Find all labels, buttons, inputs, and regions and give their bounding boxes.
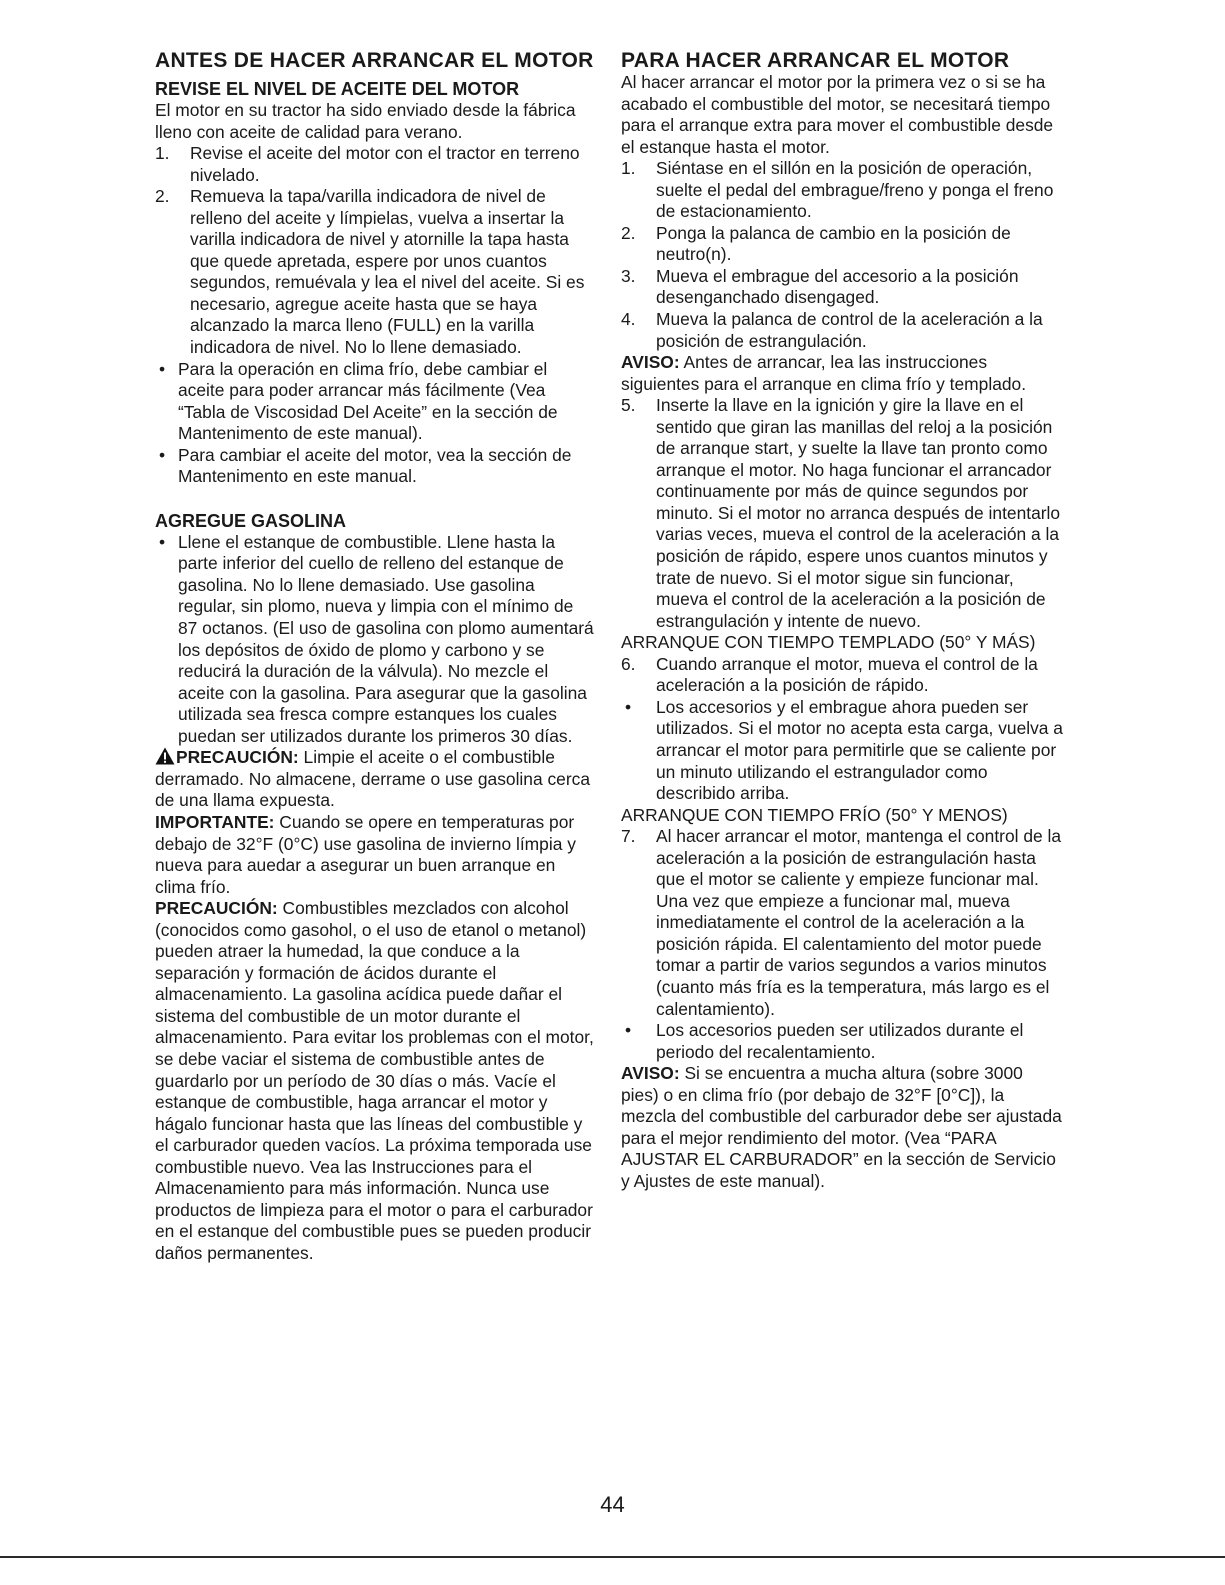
right-column [621,50,1063,1192]
notice-altitude: AVISO: Si se encuentra a mucha altura (sobre 3000 pies) o en clima frío (por debajo de 32°F [0°C]), la mezcla del combustible del carburador debe ser ajustada para el mejor rendimiento del motor. (Vea “PARA AJUSTAR EL CARBURADOR” en la sección de Servicio y Ajustes de este manual). [621,1063,1062,1191]
list-item: 6. Cuando arranque el motor, mueva el control de la aceleración a la posición de rápido. [621,653,1038,696]
oil-bullets [155,359,595,488]
list-item: • Los accesorios y el embrague ahora pueden ser utilizados. Si el motor no acepta esta carga, vuelva a arrancar el motor para permitirle que se caliente por un minuto utilizando el estrangulador como describido arriba. [625,696,1063,804]
list-item: 2. Remueva la tapa/varilla indicadora de nivel de relleno del aceite y límpielas, vuelva a insertar la varilla indicadora de nivel y atornille la tapa hasta que quede apretada, espere por unos cuantos segundos, remuévala y lea el nivel del aceite. Si es necesario, agregue aceite hasta que se haya alcanzado la marca lleno (FULL) en la varilla indicadora de nivel. No lo llene demasiado. [155,186,585,358]
list-item: 5. Inserte la llave en la ignición y gire la llave en el sentido que giran las manillas del reloj a la posición de arranque start, y suelte la llave tan pronto como arranque el motor. No haga funcionar el arrancador continuamente por más de quince segundos por minuto. Si el motor no arranca después de intentarlo varias veces, mueva el control de la aceleración a la posición de rápido, espere unos cuantos minutos y trate de nuevo. Si el motor sigue sin funcionar, mueva el control de la aceleración a la posición de estrangulación y intente de nuevo. [621,395,1061,631]
heading-check-oil: REVISE EL NIVEL DE ACEITE DEL MOTOR [155,79,520,99]
warm-steps [621,654,1063,805]
list-item: • Llene el estanque de combustible. Llene hasta la parte inferior del cuello de relleno del estanque de gasolina. No lo llene demasiado. Use gasolina regular, sin plomo, nueva y limpia con el mínimo de 87 octanos. (El uso de gasolina con plomo aumentará los depósitos de óxido de plomo y carbono y se reducirá la duración de la válvula). No mezcle el aceite con la gasolina. Para asegurar que la gasolina utilizada sea fresca compre estanques los cuales puedan ser utilizados durante los primeros 30 días. [159,531,594,746]
list-item: • Para la operación en clima frío, debe cambiar el aceite para poder arrancar más fácilmente (Vea “Tabla de Viscosidad Del Aceite” en la sección de Mantenimento de este manual). [159,358,558,444]
oil-steps [155,143,595,358]
heading-add-fuel: AGREGUE GASOLINA [155,510,347,531]
list-item: • Los accesorios pueden ser utilizados durante el periodo del recalentamiento. [625,1020,1024,1062]
list-item: 2. Ponga la palanca de cambio en la posición de neutro(n). [621,222,1011,265]
list-item: 7. Al hacer arrancar el motor, mantenga el control de la aceleración a la posición de estrangulación hasta que el motor se caliente y empieze funcionar mal. Una vez que empieze a funcionar mal, mueva inmediatamente el control de la aceleración a la posición rápida. El calentamiento del motor puede tomar a partir de varios segundos a varios minutos (cuanto más fría es la temperatura, más largo es el calentamiento). [621,826,1062,1019]
oil-intro: El motor en su tractor ha sido enviado desde la fábrica lleno con aceite de calidad para verano. [155,100,576,142]
warning-triangle-icon [155,747,175,765]
notice-read-instructions: AVISO: Antes de arrancar, lea las instrucciones siguientes para el arranque en clima frío y templado. [621,352,1027,394]
page-number: 44 [600,1492,625,1517]
section-title-start-engine: PARA HACER ARRANCAR EL MOTOR [621,49,1010,72]
caution-fuel-spill: PRECAUCIÓN: Limpie el aceite o el combustible derramado. No almacene, derrame o use gasolina cerca de una llama expuesta. [155,747,590,811]
list-item: 1. Siéntase en el sillón en la posición de operación, suelte el pedal del embrague/freno y ponga el freno de estacionamiento. [621,158,1054,222]
start-intro: Al hacer arrancar el motor por la primera vez o si se ha acabado el combustible del motor, se necesitará tiempo para el arranque extra para mover el combustible desde el estanque hasta el motor. [621,72,1054,157]
bottom-rule [0,1556,1225,1558]
list-item: 1. Revise el aceite del motor con el tractor en terreno nivelado. [155,143,580,185]
start-step-5 [621,395,1063,632]
list-item: 4. Mueva la palanca de control de la aceleración a la posición de estrangulación. [621,309,1043,351]
left-column [155,50,595,1264]
cold-steps [621,826,1063,1063]
heading-warm-start: ARRANQUE CON TIEMPO TEMPLADO (50° Y MÁS) [621,632,1036,653]
section-title-before-start: ANTES DE HACER ARRANCAR EL MOTOR [155,49,594,72]
caution-alcohol-fuel: PRECAUCIÓN: Combustibles mezclados con alcohol (conocidos como gasohol, o el uso de etanol o metanol) pueden atraer la humedad, la que conduce a la separación y formación de ácidos durante el almacenamiento. La gasolina acídica puede dañar el sistema del combustible de un motor durante el almacenamiento. Para evitar los problemas con el motor, se debe vaciar el sistema de combustible antes de guardarlo por un período de 30 días o más. Vacíe el estanque de combustible, haga arrancar el motor y hágalo funcionar hasta que las líneas del combustible y el carburador queden vacíos. La próxima temporada use combustible nuevo. Vea las Instrucciones para el Almacenamiento para más información. Nunca use productos de limpieza para el motor o para el carburador en el estanque del combustible pues se pueden producir daños permanentes. [155,898,594,1263]
important-winter-fuel: IMPORTANTE: Cuando se opere en temperaturas por debajo de 32°F (0°C) use gasolina de invierno límpia y nueva para auedar a asegurar un buen arranque en clima frío. [155,811,576,897]
heading-cold-start: ARRANQUE CON TIEMPO FRÍO (50° Y MENOS) [621,804,1008,825]
list-item: • Para cambiar el aceite del motor, vea la sección de Mantenimento en este manual. [159,444,572,487]
list-item: 3. Mueva el embrague del accesorio a la posición desenganchado disengaged. [621,265,1019,308]
fuel-bullets [155,532,595,747]
start-steps-1-4 [621,158,1063,352]
